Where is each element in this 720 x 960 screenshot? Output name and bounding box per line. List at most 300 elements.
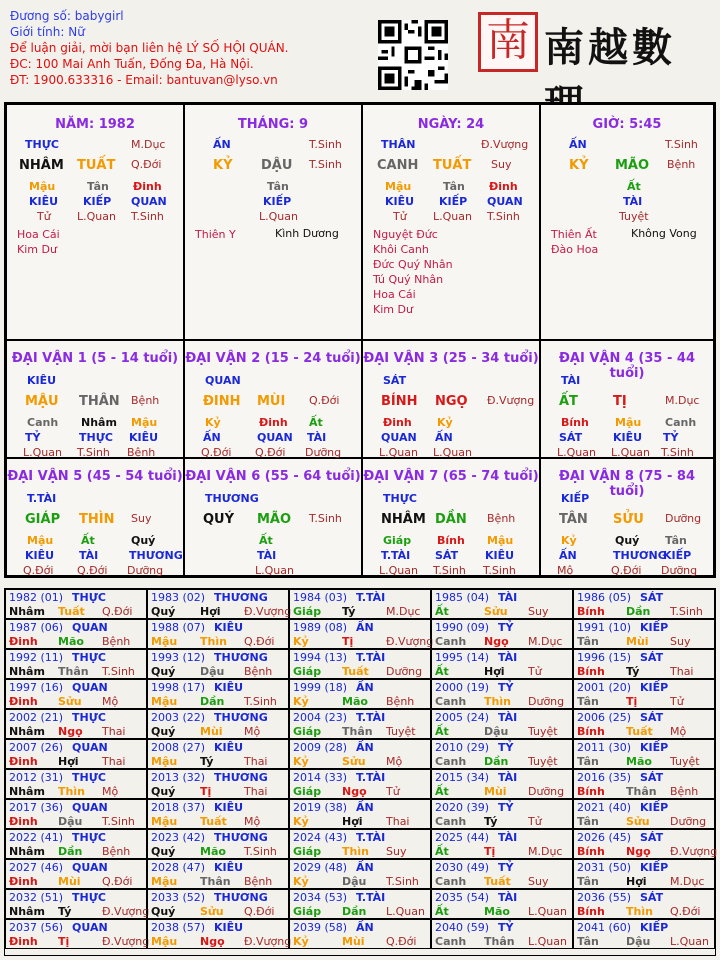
year-ten-god: T.TÀI xyxy=(356,891,386,904)
pillar-title: NĂM: 1982 xyxy=(55,117,135,132)
branch-ten-god: T.Sinh xyxy=(309,138,342,151)
year-stem: Đinh xyxy=(9,935,38,948)
year-branch: Mùi xyxy=(626,635,649,648)
year-branch: Mão xyxy=(342,695,368,708)
year-branch: Mão xyxy=(58,635,84,648)
year-label: 2029 (48) xyxy=(293,861,348,874)
year-ten-god: TÀI xyxy=(498,771,518,784)
year-cell xyxy=(289,739,431,769)
star: Hoa Cái xyxy=(373,288,416,301)
year-stem: Mậu xyxy=(151,755,178,768)
year-stem: Tân xyxy=(577,815,599,828)
year-cell xyxy=(289,799,431,829)
hidden-stem-2: Kỷ xyxy=(437,416,453,429)
dai-van-title: ĐẠI VẬN 4 (35 - 44 tuổi) xyxy=(559,351,695,381)
hidden-stage-3: Dưỡng xyxy=(661,564,698,577)
heavenly-stem: KỶ xyxy=(569,158,589,173)
year-stem: Bính xyxy=(577,905,605,918)
year-label: 2014 (33) xyxy=(293,771,348,784)
year-stem: Giáp xyxy=(293,785,322,798)
year-branch: Thân xyxy=(342,725,373,738)
year-stem: Nhâm xyxy=(9,845,45,858)
year-cell xyxy=(431,769,573,799)
hidden-stem-2: Ất xyxy=(81,534,95,547)
star: Đức Quý Nhân xyxy=(373,258,453,271)
hidden-god-3: THƯƠNG xyxy=(129,549,183,562)
year-label: 2004 (23) xyxy=(293,711,348,724)
hidden-god-2: SÁT xyxy=(435,549,459,562)
year-stem: Nhâm xyxy=(9,605,45,618)
year-stage: M.Dục xyxy=(528,845,563,858)
year-stage: Mộ xyxy=(386,755,403,768)
year-branch: Ngọ xyxy=(200,935,225,948)
earthly-branch: MÃO xyxy=(257,512,292,527)
gender: Giới tính: Nữ xyxy=(10,25,85,39)
year-cell xyxy=(147,589,292,619)
life-stage: M.Dục xyxy=(665,394,700,407)
hidden-stem-2: Bính xyxy=(437,534,465,547)
year-cell xyxy=(289,919,431,949)
year-ten-god: KIÊU xyxy=(214,801,244,814)
year-branch: Mùi xyxy=(342,935,365,948)
year-cell xyxy=(431,919,573,949)
year-label: 1983 (02) xyxy=(151,591,206,604)
hidden-stage-2: Tuyệt xyxy=(619,210,649,223)
year-label: 2037 (56) xyxy=(9,921,64,934)
hidden-stem-1: Kỷ xyxy=(205,416,221,429)
year-branch: Thìn xyxy=(484,695,511,708)
year-ten-god: KIÊU xyxy=(214,621,244,634)
year-label: 2016 (35) xyxy=(577,771,632,784)
hidden-god-2: TÀI xyxy=(257,549,277,562)
hidden-stem-2: Tân xyxy=(87,180,109,193)
heavenly-stem: QUÝ xyxy=(203,512,235,527)
year-ten-god: T.TÀI xyxy=(356,771,386,784)
year-branch: Tuất xyxy=(626,725,653,738)
year-label: 1984 (03) xyxy=(293,591,348,604)
year-stem: Quý xyxy=(151,785,176,798)
year-label: 2017 (36) xyxy=(9,801,64,814)
year-label: 2009 (28) xyxy=(293,741,348,754)
year-branch: Ngọ xyxy=(626,845,651,858)
year-label: 2003 (22) xyxy=(151,711,206,724)
logo-text: 南越數 xyxy=(544,24,676,71)
year-stage: Q.Đới xyxy=(386,935,417,948)
year-stage: Bệnh xyxy=(386,695,415,708)
year-branch: Sửu xyxy=(200,905,224,918)
year-cell xyxy=(289,589,431,619)
dai-van-title: ĐẠI VẬN 2 (15 - 24 tuổi) xyxy=(185,351,361,366)
year-branch: Hợi xyxy=(342,815,363,828)
year-ten-god: KIẾP xyxy=(640,741,669,754)
year-branch: Tý xyxy=(58,905,72,918)
year-stem: Đinh xyxy=(9,755,38,768)
year-ten-god: TỶ xyxy=(498,801,514,814)
year-cell xyxy=(431,829,573,859)
earthly-branch: TỊ xyxy=(613,394,627,409)
year-stage: L.Quan xyxy=(386,905,425,918)
hidden-stage-3: T.Sinh xyxy=(483,564,516,577)
year-cell xyxy=(573,829,718,859)
year-stem: Kỷ xyxy=(293,635,309,648)
year-ten-god: TÀI xyxy=(498,831,518,844)
year-stem: Đinh xyxy=(9,695,38,708)
year-stem: Canh xyxy=(435,935,467,948)
year-ten-god: THƯƠNG xyxy=(214,711,268,724)
hidden-stage-2: L.Quan xyxy=(77,210,116,223)
star: Kim Dư xyxy=(373,303,413,316)
hidden-god-2: THỰC xyxy=(79,431,113,444)
year-branch: Thân xyxy=(484,935,515,948)
year-branch: Ngọ xyxy=(342,785,367,798)
pillar-title: GIỜ: 5:45 xyxy=(592,117,662,132)
year-ten-god: SÁT xyxy=(640,771,664,784)
star: Nguyệt Đức xyxy=(373,228,438,241)
year-label: 1994 (13) xyxy=(293,651,348,664)
year-branch: Sửu xyxy=(484,605,508,618)
star: Thiên Ất xyxy=(551,228,597,241)
logo xyxy=(478,12,714,72)
hidden-stem-3: Đinh xyxy=(133,180,162,193)
year-stem: Nhâm xyxy=(9,785,45,798)
year-stage: Q.Đới xyxy=(244,905,275,918)
year-ten-god: TÀI xyxy=(498,591,518,604)
year-label: 2022 (41) xyxy=(9,831,64,844)
year-stage: Bệnh xyxy=(244,665,273,678)
hidden-stem-3: Quý xyxy=(131,534,156,547)
year-stem: Ất xyxy=(435,725,449,738)
year-ten-god: ẤN xyxy=(356,801,374,814)
year-label: 2021 (40) xyxy=(577,801,632,814)
year-cell xyxy=(431,619,573,649)
year-ten-god: T.TÀI xyxy=(356,711,386,724)
hidden-stage-2: L.Quan xyxy=(433,446,472,459)
year-stage: Dưỡng xyxy=(528,695,565,708)
earthly-branch: MÃO xyxy=(615,158,650,173)
year-branch: Thìn xyxy=(58,785,85,798)
hidden-god-1: KIÊU xyxy=(385,195,415,208)
year-stage: Tử xyxy=(670,695,684,708)
year-label: 2019 (38) xyxy=(293,801,348,814)
year-ten-god: TỶ xyxy=(498,861,514,874)
year-stage: Thai xyxy=(386,815,410,828)
year-cell xyxy=(573,859,715,889)
year-stage: T.Sinh xyxy=(670,605,703,618)
year-label: 1999 (18) xyxy=(293,681,348,694)
year-label: 2001 (20) xyxy=(577,681,632,694)
year-cell xyxy=(289,649,431,679)
hidden-stage-2: L.Quan xyxy=(255,564,294,577)
year-cell xyxy=(431,679,573,709)
year-label: 1987 (06) xyxy=(9,621,64,634)
year-cell xyxy=(573,889,715,919)
year-stem: Giáp xyxy=(293,845,322,858)
year-cell xyxy=(573,679,715,709)
year-stem: Giáp xyxy=(293,605,322,618)
hidden-stem-1: Mậu xyxy=(29,180,56,193)
year-label: 2005 (24) xyxy=(435,711,490,724)
year-ten-god: TỶ xyxy=(498,681,514,694)
hidden-stem-2: Mậu xyxy=(615,416,642,429)
year-stage: Thai xyxy=(102,725,126,738)
year-label: 2013 (32) xyxy=(151,771,206,784)
hidden-stem-2: Quý xyxy=(615,534,640,547)
year-cell xyxy=(431,739,573,769)
heavenly-stem: NHÂM xyxy=(19,158,64,173)
year-branch: Dần xyxy=(342,905,367,918)
dai-van-cell xyxy=(540,340,714,458)
year-label: 1993 (12) xyxy=(151,651,206,664)
star-list xyxy=(195,227,236,242)
hidden-stage-1: L.Quan xyxy=(23,446,62,459)
phone-email-line: ĐT: 1900.633316 - Email: bantuvan@lyso.vn xyxy=(10,73,278,87)
hidden-stage-1: L.Quan xyxy=(557,446,596,459)
year-stage: Tuyệt xyxy=(386,725,416,738)
stem-ten-god: T.TÀI xyxy=(27,492,57,505)
hidden-stage-3: Bệnh xyxy=(127,446,156,459)
year-cell xyxy=(289,769,431,799)
person-name: Đương số: babygirl xyxy=(10,9,124,23)
year-branch: Thân xyxy=(200,875,231,888)
year-stage: Suy xyxy=(386,845,407,858)
year-cell xyxy=(147,679,289,709)
year-cell xyxy=(147,859,289,889)
year-stem: Bính xyxy=(577,785,605,798)
year-stage: L.Quan xyxy=(670,935,709,948)
heavenly-stem: NHÂM xyxy=(381,512,426,527)
year-ten-god: T.TÀI xyxy=(356,831,386,844)
year-label: 2034 (53) xyxy=(293,891,348,904)
year-branch: Tị xyxy=(626,695,638,708)
year-ten-god: QUAN xyxy=(72,861,108,874)
pillar-title: THÁNG: 9 xyxy=(237,117,309,132)
stem-ten-god: THÂN xyxy=(381,138,416,151)
stem-ten-god: KIẾP xyxy=(561,492,590,505)
year-branch: Hợi xyxy=(626,875,647,888)
year-branch: Dậu xyxy=(626,935,651,948)
year-branch: Tý xyxy=(342,605,356,618)
hidden-stage-1: Q.Đới xyxy=(201,446,232,459)
year-stage: T.Sinh xyxy=(244,695,277,708)
year-stage: Suy xyxy=(528,875,549,888)
life-stage: Q.Đới xyxy=(131,158,162,171)
stem-ten-god: TÀI xyxy=(561,374,581,387)
hidden-stem-3: Mậu xyxy=(131,416,158,429)
year-cell xyxy=(147,649,289,679)
year-ten-god: THƯƠNG xyxy=(214,591,268,604)
year-stem: Canh xyxy=(435,635,467,648)
year-label: 2031 (50) xyxy=(577,861,632,874)
year-branch: Dậu xyxy=(200,665,225,678)
year-cell xyxy=(5,859,147,889)
year-cell xyxy=(147,829,289,859)
dai-van-cell xyxy=(184,458,362,576)
year-branch: Mão xyxy=(200,845,226,858)
year-ten-god: KIÊU xyxy=(214,741,244,754)
year-ten-god: TÀI xyxy=(498,891,518,904)
year-label: 2040 (59) xyxy=(435,921,490,934)
year-label: 1985 (04) xyxy=(435,591,490,604)
life-stage: Suy xyxy=(491,158,512,171)
year-label: 2023 (42) xyxy=(151,831,206,844)
year-stage: M.Dục xyxy=(386,605,421,618)
year-cell xyxy=(289,859,431,889)
year-ten-god: THỰC xyxy=(72,711,106,724)
year-cell xyxy=(431,889,573,919)
year-branch: Thìn xyxy=(200,635,227,648)
dai-van-cell xyxy=(184,340,362,458)
year-label: 2012 (31) xyxy=(9,771,64,784)
year-ten-god: THỰC xyxy=(72,831,106,844)
hidden-stage-2: Q.Đới xyxy=(255,446,286,459)
year-ten-god: ẤN xyxy=(356,741,374,754)
year-ten-god: TÀI xyxy=(498,651,518,664)
year-label: 2018 (37) xyxy=(151,801,206,814)
earthly-branch: THÌN xyxy=(79,512,115,527)
year-stage: Suy xyxy=(528,605,549,618)
year-label: 2033 (52) xyxy=(151,891,206,904)
year-stage: Q.Đới xyxy=(244,635,275,648)
year-ten-god: THƯƠNG xyxy=(214,891,268,904)
year-cell xyxy=(147,889,289,919)
year-stem: Tân xyxy=(577,695,599,708)
heavenly-stem: GIÁP xyxy=(25,512,61,527)
heavenly-stem: KỶ xyxy=(213,158,233,173)
year-stem: Bính xyxy=(577,845,605,858)
year-branch: Sửu xyxy=(626,815,650,828)
year-stage: Đ.Vượng xyxy=(102,905,150,918)
year-stage: Tử xyxy=(528,815,542,828)
year-cell xyxy=(5,589,147,619)
year-branch: Tuất xyxy=(484,875,511,888)
year-ten-god: SÁT xyxy=(640,891,664,904)
hidden-stage-1: Q.Đới xyxy=(23,564,54,577)
year-branch: Mùi xyxy=(200,725,223,738)
hidden-god-2: THƯƠNG xyxy=(613,549,667,562)
pillar-year xyxy=(6,104,184,340)
life-stage: Đ.Vượng xyxy=(487,394,535,407)
hidden-stage-2: L.Quan xyxy=(611,446,650,459)
hidden-god-2: QUAN xyxy=(257,431,293,444)
year-ten-god: TỶ xyxy=(498,621,514,634)
year-ten-god: SÁT xyxy=(640,591,664,604)
year-stem: Mậu xyxy=(151,635,178,648)
year-stage: Bệnh xyxy=(670,785,699,798)
year-label: 1982 (01) xyxy=(9,591,64,604)
hidden-god-1: SÁT xyxy=(559,431,583,444)
year-ten-god: ẤN xyxy=(356,681,374,694)
year-ten-god: KIÊU xyxy=(214,921,244,934)
year-branch: Tý xyxy=(200,755,214,768)
year-stem: Quý xyxy=(151,905,176,918)
year-ten-god: ẤN xyxy=(356,861,374,874)
year-stem: Giáp xyxy=(293,665,322,678)
year-label: 1989 (08) xyxy=(293,621,348,634)
dai-van-title: ĐẠI VẬN 7 (65 - 74 tuổi) xyxy=(363,469,539,484)
year-cell xyxy=(573,709,715,739)
year-branch: Tuất xyxy=(58,605,85,618)
hidden-god-1: ẤN xyxy=(203,431,221,444)
year-branch: Hợi xyxy=(200,605,221,618)
hidden-stage-1: Mộ xyxy=(557,564,574,577)
year-cell xyxy=(5,799,147,829)
heavenly-stem: MẬU xyxy=(25,394,59,409)
year-branch: Dần xyxy=(200,695,225,708)
hidden-stem-2: Đinh xyxy=(259,416,288,429)
year-stage: M.Dục xyxy=(528,635,563,648)
year-label: 2041 (60) xyxy=(577,921,632,934)
year-stem: Ất xyxy=(435,845,449,858)
year-ten-god: THƯƠNG xyxy=(214,651,268,664)
year-cell xyxy=(147,769,289,799)
stem-ten-god: THƯƠNG xyxy=(205,492,259,505)
year-cell xyxy=(289,829,431,859)
year-ten-god: THỰC xyxy=(72,651,106,664)
year-stem: Tân xyxy=(577,935,599,948)
year-label: 2008 (27) xyxy=(151,741,206,754)
year-ten-god: SÁT xyxy=(640,831,664,844)
year-branch: Thân xyxy=(58,665,89,678)
earthly-branch: DẦN xyxy=(435,512,467,527)
year-stem: Canh xyxy=(435,695,467,708)
pillar-month xyxy=(184,104,362,340)
year-cell xyxy=(5,679,147,709)
hidden-god-2: TÀI xyxy=(79,549,99,562)
year-branch: Thân xyxy=(626,785,657,798)
year-branch: Dậu xyxy=(342,875,367,888)
earthly-branch: TUẤT xyxy=(433,158,472,173)
year-stem: Đinh xyxy=(9,815,38,828)
year-stage: Bệnh xyxy=(102,635,131,648)
dai-van-cell xyxy=(362,458,540,576)
hidden-stage-2: L.Quan xyxy=(259,210,298,223)
year-label: 2000 (19) xyxy=(435,681,490,694)
qr-code xyxy=(378,20,448,90)
year-ten-god: ẤN xyxy=(356,621,374,634)
year-stem: Ất xyxy=(435,605,449,618)
heavenly-stem: BÍNH xyxy=(381,394,418,409)
hidden-stage-2: Q.Đới xyxy=(77,564,108,577)
star-list xyxy=(17,227,60,257)
year-cell xyxy=(573,799,715,829)
year-stage: Thai xyxy=(670,665,694,678)
year-stem: Canh xyxy=(435,875,467,888)
year-stage: Dưỡng xyxy=(386,665,423,678)
hidden-god-1: T.TÀI xyxy=(381,549,411,562)
year-ten-god: THƯƠNG xyxy=(214,771,268,784)
hidden-god-2: TÀI xyxy=(623,195,643,208)
year-branch: Tị xyxy=(200,785,212,798)
year-stage: Tuyệt xyxy=(528,725,558,738)
year-cell xyxy=(573,739,715,769)
year-ten-god: KIẾP xyxy=(640,861,669,874)
year-stem: Kỷ xyxy=(293,935,309,948)
year-label: 2030 (49) xyxy=(435,861,490,874)
year-branch: Mùi xyxy=(58,875,81,888)
year-label: 2028 (47) xyxy=(151,861,206,874)
hidden-stem-2: Tân xyxy=(267,180,289,193)
star-right: Không Vong xyxy=(631,227,697,240)
year-cell xyxy=(147,709,289,739)
contact-line: Để luận giải, mời bạn liên hệ LÝ SỐ HỘI QUÁN. xyxy=(10,41,289,55)
life-stage: T.Sinh xyxy=(309,512,342,525)
year-stem: Kỷ xyxy=(293,755,309,768)
year-stage: Mộ xyxy=(244,815,261,828)
year-branch: Dần xyxy=(58,845,83,858)
year-label: 2039 (58) xyxy=(293,921,348,934)
hidden-stem-3: Ất xyxy=(309,416,323,429)
year-ten-god: QUAN xyxy=(72,681,108,694)
